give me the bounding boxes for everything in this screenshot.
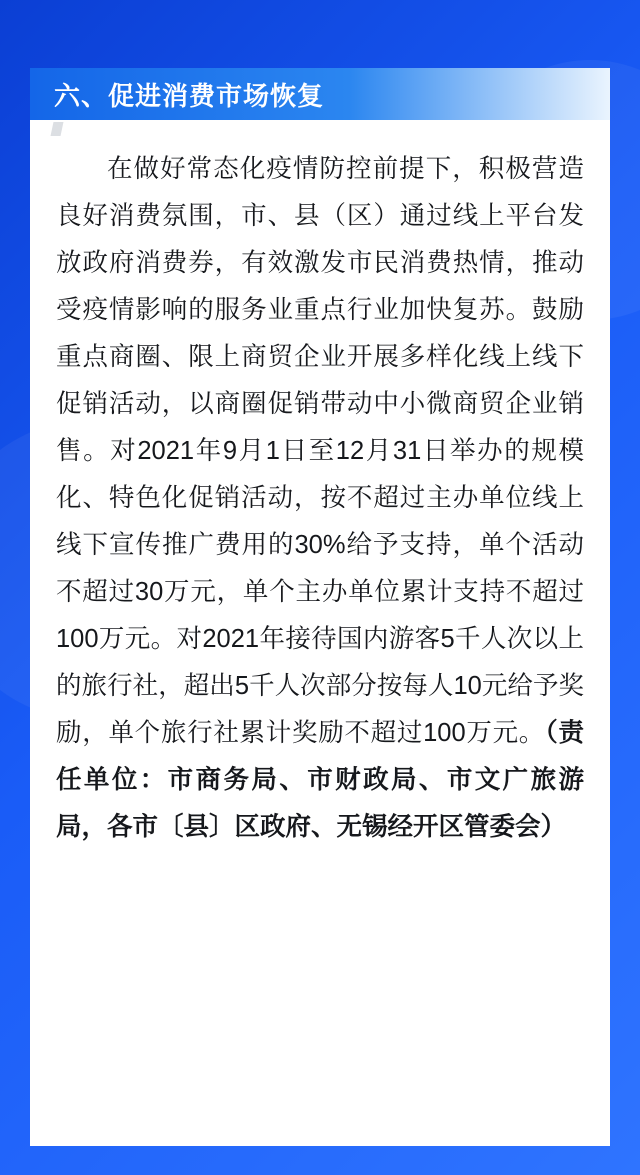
body-paragraph-main: 在做好常态化疫情防控前提下，积极营造良好消费氛围，市、县（区）通过线上平台发放政府消费券，有效激发市民消费热情，推动受疫情影响的服务业重点行业加快复苏。鼓励重点商圈、限上商贸企业开展多样化线上线下促销活动，以商圈促销带动中小微商贸企业销售。对2021年9月1日至12月31日举办的规模化、特色化促销活动，按不超过主办单位线上线下宣传推广费用的30%给予支持，单个活动不超过30万元，单个主办单位累计支持不超过100万元。对2021年接待国内游客5千人次以上的旅行社，超出5千人次部分按每人10元给予奖励，单个旅行社累计奖励不超过100万元。: [56, 155, 584, 747]
section-header-bar: [30, 68, 610, 120]
section-body: [30, 120, 610, 851]
section-title: 六、促进消费市场恢复: [54, 80, 325, 111]
body-paragraph-responsible-unit: （责任单位：市商务局、市财政局、市文广旅游局，各市〔县〕区政府、无锡经开区管委会）: [56, 719, 584, 841]
content-card: [30, 68, 610, 1146]
